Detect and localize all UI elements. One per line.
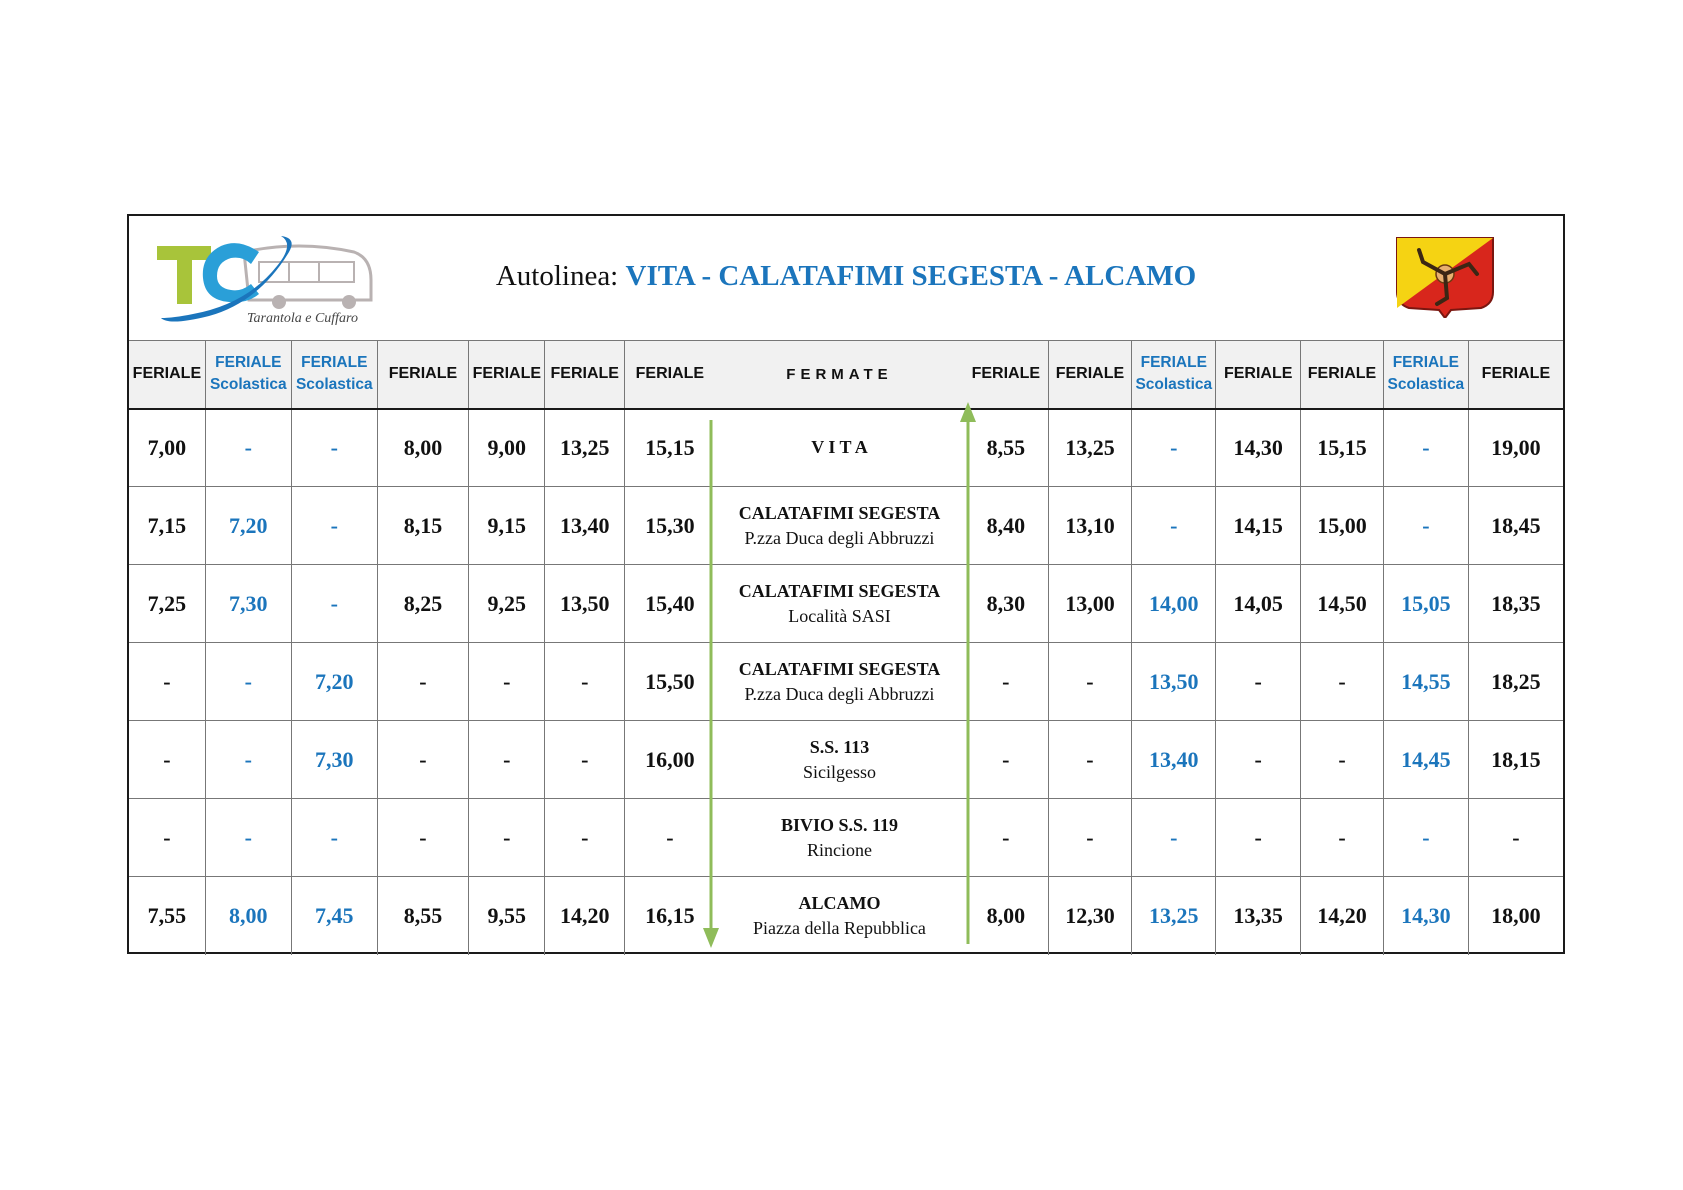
time-cell: 7,30 <box>291 721 377 799</box>
stop-cell <box>715 487 964 565</box>
column-header-line1: FERIALE <box>215 354 282 372</box>
time-cell: 7,25 <box>129 565 205 643</box>
time-cell: 15,05 <box>1383 565 1468 643</box>
column-header-left-6 <box>545 341 625 409</box>
column-header-left-3 <box>291 341 377 409</box>
time-cell: 13,40 <box>1132 721 1216 799</box>
column-header-line2: Scolastica <box>209 376 287 394</box>
stop-cell <box>715 565 964 643</box>
time-cell: - <box>377 643 468 721</box>
time-cell: 14,45 <box>1383 721 1468 799</box>
time-cell: - <box>964 643 1048 721</box>
stop-name: CALATAFIMI SEGESTA <box>738 580 941 601</box>
stop-cell <box>715 643 964 721</box>
time-cell: 13,25 <box>545 409 625 487</box>
time-cell: 15,15 <box>1301 409 1384 487</box>
time-cell: - <box>469 643 545 721</box>
stop-subtitle: Sicilgesso <box>802 761 876 782</box>
time-cell: 8,25 <box>377 565 468 643</box>
time-cell: 8,30 <box>964 565 1048 643</box>
time-cell: 18,00 <box>1468 877 1563 955</box>
time-cell: 18,45 <box>1468 487 1563 565</box>
time-cell: 8,00 <box>964 877 1048 955</box>
time-cell: - <box>1301 799 1384 877</box>
table-row <box>129 487 1563 565</box>
column-header-left-5 <box>469 341 545 409</box>
time-cell: 18,25 <box>1468 643 1563 721</box>
time-cell: 12,30 <box>1048 877 1132 955</box>
column-header-line1: FERIALE <box>132 365 202 383</box>
time-cell: 13,50 <box>545 565 625 643</box>
time-cell: 9,25 <box>469 565 545 643</box>
time-cell: - <box>625 799 715 877</box>
column-header-line1: FERIALE <box>388 365 458 383</box>
time-cell: - <box>1048 643 1132 721</box>
time-cell: - <box>291 487 377 565</box>
time-cell: - <box>1132 409 1216 487</box>
time-cell: 8,55 <box>377 877 468 955</box>
time-cell: 7,55 <box>129 877 205 955</box>
time-cell: 19,00 <box>1468 409 1563 487</box>
time-cell: - <box>291 799 377 877</box>
time-cell: 16,15 <box>625 877 715 955</box>
time-cell: 15,15 <box>625 409 715 487</box>
column-header-left-7 <box>625 341 715 409</box>
time-cell: 14,30 <box>1383 877 1468 955</box>
timetable-sheet <box>127 214 1565 954</box>
column-header-right-3 <box>1132 341 1216 409</box>
timetable <box>129 340 1563 955</box>
table-row <box>129 409 1563 487</box>
time-cell: - <box>1216 799 1301 877</box>
column-header-right-2 <box>1048 341 1132 409</box>
column-header-left-1 <box>129 341 205 409</box>
table-row <box>129 877 1563 955</box>
logo-caption: Tarantola e Cuffaro <box>247 311 358 326</box>
stop-subtitle: P.zza Duca degli Abbruzzi <box>744 527 935 548</box>
stop-name: CALATAFIMI SEGESTA <box>738 502 941 523</box>
time-cell: - <box>545 721 625 799</box>
title-route: VITA - CALATAFIMI SEGESTA - ALCAMO <box>625 260 1197 292</box>
column-header-line1: FERIALE <box>1140 354 1207 372</box>
time-cell: - <box>1468 799 1563 877</box>
time-cell: - <box>545 799 625 877</box>
column-header-line1: FERIALE <box>550 365 619 383</box>
column-header-line1: FERIALE <box>971 365 1041 383</box>
stop-name: S.S. 113 <box>809 736 870 757</box>
time-cell: 7,30 <box>205 565 291 643</box>
time-cell: - <box>1048 799 1132 877</box>
column-header-left-2 <box>205 341 291 409</box>
time-cell: 7,00 <box>129 409 205 487</box>
time-cell: 8,55 <box>964 409 1048 487</box>
column-header-line1: FERIALE <box>1055 365 1125 383</box>
time-cell: - <box>205 799 291 877</box>
stop-name: BIVIO S.S. 119 <box>780 814 898 835</box>
time-cell: 7,20 <box>205 487 291 565</box>
time-cell: 14,05 <box>1216 565 1301 643</box>
column-header-right-7 <box>1468 341 1563 409</box>
column-header-line1: FERIALE <box>301 354 368 372</box>
table-row <box>129 799 1563 877</box>
stop-cell <box>715 877 964 955</box>
column-header-stops: FERMATE <box>715 341 964 409</box>
time-cell: 13,50 <box>1132 643 1216 721</box>
time-cell: 14,15 <box>1216 487 1301 565</box>
time-cell: - <box>377 799 468 877</box>
table-row <box>129 643 1563 721</box>
time-cell: - <box>291 565 377 643</box>
column-header-line1: FERIALE <box>1392 354 1459 372</box>
time-cell: - <box>205 643 291 721</box>
time-cell: - <box>1383 409 1468 487</box>
time-cell: 14,50 <box>1301 565 1384 643</box>
time-cell: 14,55 <box>1383 643 1468 721</box>
time-cell: 15,50 <box>625 643 715 721</box>
column-header-right-4 <box>1216 341 1301 409</box>
time-cell: 9,15 <box>469 487 545 565</box>
column-header-row <box>129 341 1563 409</box>
title-prefix: Autolinea: <box>495 260 626 292</box>
time-cell: - <box>469 799 545 877</box>
time-cell: 13,00 <box>1048 565 1132 643</box>
time-cell: - <box>129 799 205 877</box>
time-cell: - <box>1383 799 1468 877</box>
stop-cell <box>715 799 964 877</box>
time-cell: 18,35 <box>1468 565 1563 643</box>
time-cell: - <box>1132 487 1216 565</box>
column-header-line1: FERIALE <box>472 365 542 383</box>
time-cell: - <box>1301 721 1384 799</box>
time-cell: 15,30 <box>625 487 715 565</box>
time-cell: 8,15 <box>377 487 468 565</box>
stop-name: ALCAMO <box>798 892 881 913</box>
table-row <box>129 565 1563 643</box>
time-cell: 14,00 <box>1132 565 1216 643</box>
time-cell: 14,20 <box>1301 877 1384 955</box>
stop-name: V I T A <box>811 437 868 458</box>
time-cell: 8,00 <box>205 877 291 955</box>
time-cell: - <box>469 721 545 799</box>
column-header-left-4 <box>377 341 468 409</box>
time-cell: 16,00 <box>625 721 715 799</box>
column-header-line2: Scolastica <box>295 376 373 394</box>
time-cell: - <box>1048 721 1132 799</box>
time-cell: - <box>377 721 468 799</box>
time-cell: - <box>964 799 1048 877</box>
time-cell: - <box>1216 721 1301 799</box>
column-header-line1: FERIALE <box>1307 365 1377 383</box>
time-cell: - <box>205 721 291 799</box>
time-cell: - <box>1132 799 1216 877</box>
column-header-line1: FERIALE <box>1223 365 1293 383</box>
time-cell: 18,15 <box>1468 721 1563 799</box>
time-cell: 13,40 <box>545 487 625 565</box>
stop-name: CALATAFIMI SEGESTA <box>738 658 941 679</box>
time-cell: - <box>291 409 377 487</box>
stop-subtitle: P.zza Duca degli Abbruzzi <box>744 683 935 704</box>
stop-cell <box>715 721 964 799</box>
time-cell: - <box>1301 643 1384 721</box>
page-title <box>129 260 1563 293</box>
timetable-header <box>129 216 1563 342</box>
column-header-right-6 <box>1383 341 1468 409</box>
time-cell: 13,25 <box>1048 409 1132 487</box>
column-header-line1: FERIALE <box>1481 365 1551 383</box>
table-row <box>129 721 1563 799</box>
time-cell: 14,30 <box>1216 409 1301 487</box>
time-cell: 15,40 <box>625 565 715 643</box>
time-cell: - <box>964 721 1048 799</box>
column-header-line2: Scolastica <box>1135 376 1213 394</box>
sicily-trinacria-crest-icon <box>1393 234 1497 318</box>
column-header-right-1 <box>964 341 1048 409</box>
stop-subtitle: Piazza della Repubblica <box>753 917 926 938</box>
time-cell: 8,40 <box>964 487 1048 565</box>
time-cell: 15,00 <box>1301 487 1384 565</box>
time-cell: 9,00 <box>469 409 545 487</box>
time-cell: - <box>205 409 291 487</box>
time-cell: - <box>129 643 205 721</box>
time-cell: 13,35 <box>1216 877 1301 955</box>
time-cell: - <box>1383 487 1468 565</box>
time-cell: 7,20 <box>291 643 377 721</box>
time-cell: - <box>545 643 625 721</box>
time-cell: - <box>1216 643 1301 721</box>
column-header-line2: Scolastica <box>1387 376 1465 394</box>
time-cell: 13,25 <box>1132 877 1216 955</box>
time-cell: 8,00 <box>377 409 468 487</box>
stop-subtitle: Località SASI <box>788 605 891 626</box>
time-cell: 7,15 <box>129 487 205 565</box>
column-header-line1: FERIALE <box>635 365 705 383</box>
time-cell: - <box>129 721 205 799</box>
stop-subtitle: Rincione <box>806 839 872 860</box>
time-cell: 14,20 <box>545 877 625 955</box>
stop-cell <box>715 409 964 487</box>
time-cell: 13,10 <box>1048 487 1132 565</box>
time-cell: 7,45 <box>291 877 377 955</box>
time-cell: 9,55 <box>469 877 545 955</box>
column-header-right-5 <box>1301 341 1384 409</box>
